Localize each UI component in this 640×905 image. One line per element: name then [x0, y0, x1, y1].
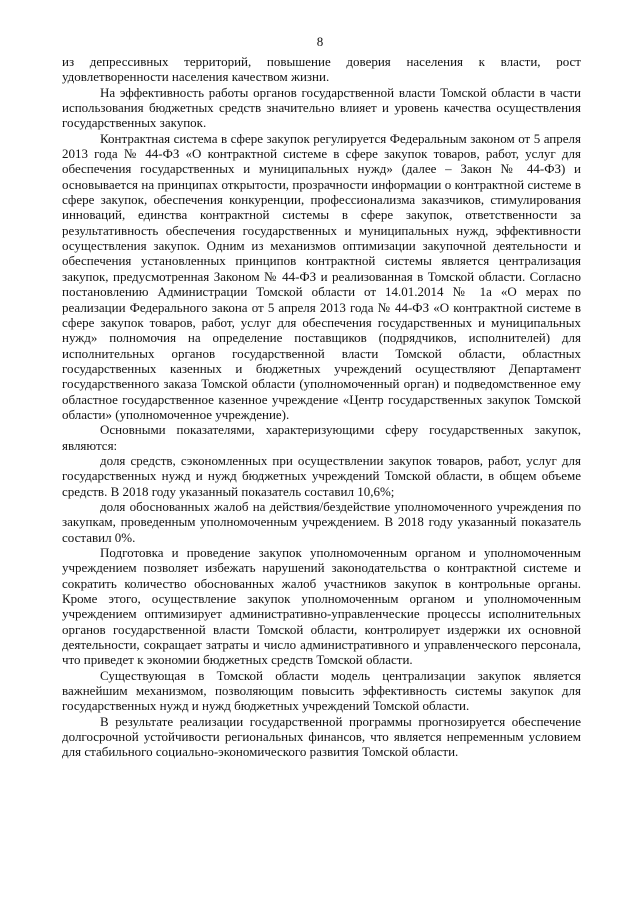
- paragraph-contract-system: Контрактная система в сфере закупок регулируется Федеральным законом от 5 апреля 2013 года № 44-ФЗ «О контрактной системе в сфере закупок товаров, работ, услуг для обеспечения государственных и муниципальных нужд» (далее – Закон № 44-ФЗ) и основывается на принципах открытости, прозрачности информации о контрактной системе в сфере закупок, обеспечения конкуренции, профессионализма заказчиков, стимулирования инноваций, единства контрактной системы в сфере закупок, ответственности за результативность обеспечения государственных и муниципальных нужд, эффективности осуществления закупок. Одним из механизмов оптимизации закупочной деятельности и обеспечения установленных принципов контрактной системы является централизация закупок, предусмотренная Законом № 44-ФЗ и реализованная в Томской области. Согласно постановлению Администрации Томской области от 14.01.2014 № 1а «О мерах по реализации Федерального закона от 5 апреля 2013 года № 44-ФЗ «О контрактной системе в сфере закупок товаров, работ, услуг для обеспечения государственных и муниципальных нужд» полномочия на определение поставщиков (подрядчиков, исполнителей) для исполнительных органов государственной власти Томской области, областных государственных казенных и бюджетных учреждений осуществляют Департамент государственного заказа Томской области (уполномоченный орган) и подведомственное ему областное государственное казенное учреждение «Центр государственных закупок Томской области» (уполномоченное учреждение).: [62, 130, 581, 422]
- paragraph-indicator-savings: доля средств, сэкономленных при осуществлении закупок товаров, работ, услуг для государственных нужд и нужд бюджетных учреждений Томской области, в общем объеме средств. В 2018 году указанный показатель составил 10,6%;: [62, 452, 581, 499]
- paragraph-centralization-model: Существующая в Томской области модель централизации закупок является важнейшим механизмом, позволяющим повысить эффективность системы закупок для государственных нужд и нужд бюджетных учреждений Томской области.: [62, 667, 581, 714]
- paragraph-procurement-efficiency: На эффективность работы органов государственной власти Томской области в части использования бюджетных средств значительно влияет и уровень качества осуществления государственных закупок.: [62, 84, 581, 131]
- paragraph-centralized-procurement: Подготовка и проведение закупок уполномоченным органом и уполномоченным учреждением позволяет избежать нарушений законодательства о контрактной системе и сократить количество обоснованных жалоб участников закупок в контрольные органы. Кроме этого, осуществление закупок уполномоченным органом и уполномоченным учреждением оптимизирует административно-управленческие процессы исполнительных органов государственной власти Томской области, контролирует издержки их основной деятельности, сокращает затраты и число административного и управленческого персонала, что приведет к экономии бюджетных средств Томской области.: [62, 545, 581, 668]
- paragraph-indicators-intro: Основными показателями, характеризующими сферу государственных закупок, являются:: [62, 422, 581, 453]
- document-body: [62, 54, 581, 760]
- page-number: 8: [316, 34, 324, 49]
- paragraph-indicator-complaints: доля обоснованных жалоб на действия/бездействие уполномоченного учреждения по закупкам, проведенным уполномоченным учреждением. В 2018 году указанный показатель составил 0%.: [62, 498, 581, 545]
- paragraph-program-result: В результате реализации государственной программы прогнозируется обеспечение долгосрочной устойчивости региональных финансов, что является непременным условием для стабильного социально-экономического развития Томской области.: [62, 713, 581, 760]
- paragraph-continuation: из депрессивных территорий, повышение доверия населения к власти, рост удовлетворенности населения качеством жизни.: [62, 54, 581, 85]
